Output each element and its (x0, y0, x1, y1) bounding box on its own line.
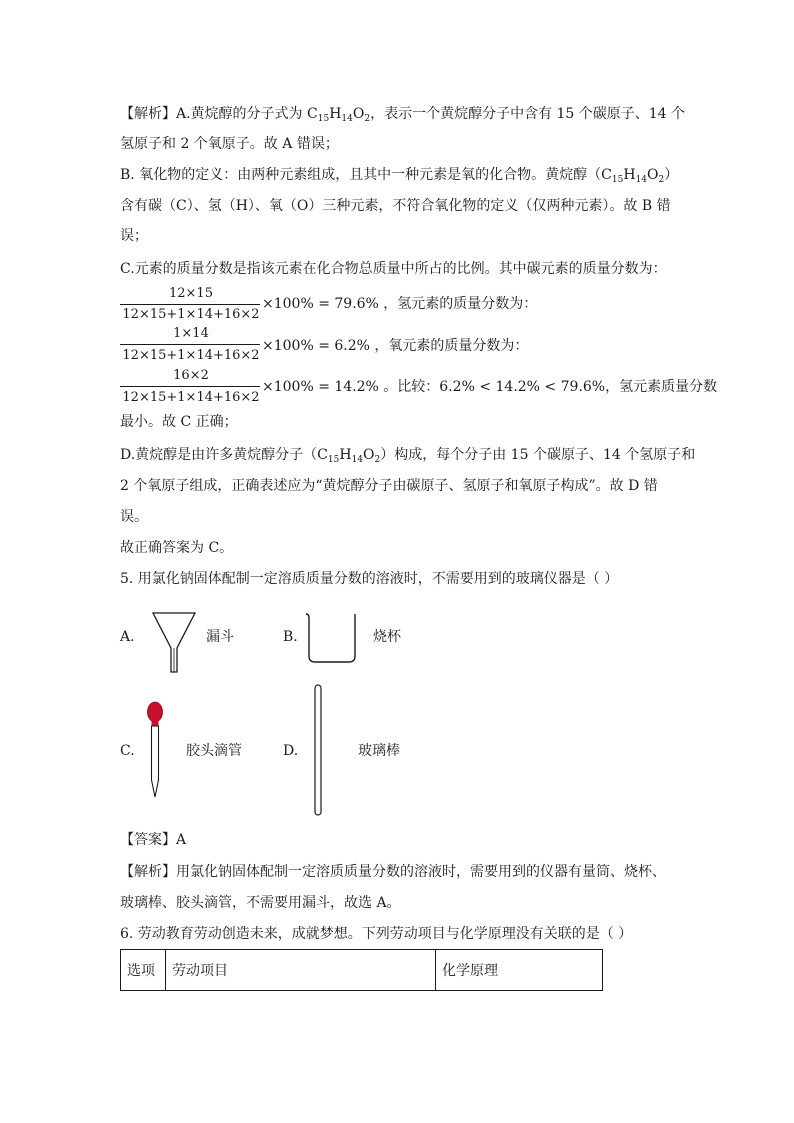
option-c-label: 胶头滴管 (186, 743, 242, 759)
fraction-1-result: ×100% = 79.6% ，氢元素的质量分数为： (262, 296, 538, 312)
analysis-d-line2: 2 个氧原子组成，正确表述应为“黄烷醇分子由碳原子、氢原子和氧原子构成”。故 D 错 (120, 478, 658, 494)
option-d-label: 玻璃棒 (358, 743, 400, 759)
options-table (120, 949, 603, 991)
text-segment: ） (664, 167, 679, 183)
answer-label: 【答案】A (120, 832, 187, 848)
element-symbol: O (647, 167, 659, 183)
subscript: 15 (611, 175, 624, 185)
table-header-cell: 化学原理 (436, 950, 603, 991)
text-segment: 【解析】A.黄烷醇的分子式为 C (120, 106, 318, 122)
option-d-letter: D. (283, 743, 299, 759)
text-segment: D.黄烷醇是由许多黄烷醇分子（C (120, 447, 328, 463)
table-header-row (121, 950, 603, 991)
element-symbol: O (363, 447, 375, 463)
question-5-analysis-line1: 【解析】用氯化钠固体配制一定溶质质量分数的溶液时，需要用到的仪器有量筒、烧杯、 (120, 864, 666, 880)
funnel-icon (150, 610, 200, 674)
fraction-3-result: ×100% = 14.2% 。比较：6.2% < 14.2% < 79.6%，氢元素质量分数 (262, 379, 718, 395)
element-symbol: H (623, 167, 636, 183)
option-a-label: 漏斗 (206, 629, 234, 645)
analysis-c-line1: C.元素的质量分数是指该元素在化合物总质量中所占的比例。其中碳元素的质量分数为： (120, 261, 667, 277)
question-6-stem: 6. 劳动教育劳动创造未来，成就梦想。下列劳动项目与化学原理没有关联的是（ ） (120, 926, 633, 942)
subscript: 14 (635, 175, 648, 185)
table-header-cell: 劳动项目 (166, 950, 436, 991)
analysis-b-line1 (120, 165, 678, 185)
table-header-cell: 选项 (121, 950, 166, 991)
question-5-analysis-line2: 玻璃棒、胶头滴管，不需要用漏斗，故选 A。 (120, 895, 401, 911)
fraction-1-denominator: 12×15+1×14+16×2 (122, 307, 260, 322)
subscript: 15 (317, 114, 330, 124)
fraction-1-numerator: 12×15 (169, 286, 213, 301)
option-a-letter: A. (120, 629, 135, 645)
text-segment: B. 氧化物的定义：由两种元素组成，且其中一种元素是氧的化合物。黄烷醇（C (120, 167, 612, 183)
question-5-stem: 5. 用氯化钠固体配制一定溶质质量分数的溶液时，不需要用到的玻璃仪器是（ ） (120, 571, 619, 587)
subscript: 14 (341, 114, 353, 124)
dropper-icon (142, 700, 168, 800)
option-b-letter: B. (283, 629, 298, 645)
analysis-d-line3: 误。 (120, 509, 148, 525)
analysis-b-line3: 误； (120, 228, 148, 244)
text-segment: ）构成，每个分子由 15 个碳原子、14 个氢原子和 (380, 447, 696, 463)
subscript: 2 (374, 455, 381, 465)
analysis-c-end: 最小。故 C 正确； (120, 414, 238, 430)
fraction-2-result: ×100% = 6.2% ，氧元素的质量分数为： (262, 338, 529, 354)
subscript: 14 (351, 455, 364, 465)
beaker-icon (302, 610, 362, 666)
fraction-2-denominator: 12×15+1×14+16×2 (122, 348, 260, 363)
element-symbol: H (329, 106, 342, 122)
fraction-3-numerator: 16×2 (173, 368, 209, 383)
subscript: 2 (658, 175, 665, 185)
analysis-b-line2: 含有碳（C）、氢（H）、氧（O）三种元素，不符合氧化物的定义（仅两种元素）。故 B 错 (120, 198, 671, 214)
analysis-a-line2: 氢原子和 2 个氧原子。故 A 错误； (120, 136, 339, 152)
option-b-label: 烧杯 (373, 629, 401, 645)
fraction-2-numerator: 1×14 (173, 326, 209, 341)
subscript: 2 (364, 114, 371, 124)
fraction-3-bar (120, 386, 260, 387)
analysis-a-line1 (120, 104, 685, 124)
final-answer: 故正确答案为 C。 (120, 540, 234, 556)
fraction-1-bar (120, 304, 260, 305)
glass-rod-icon (312, 684, 324, 816)
analysis-d-line1 (120, 445, 695, 465)
text-segment: ，表示一个黄烷醇分子中含有 15 个碳原子、14 个 (370, 106, 686, 122)
subscript: 15 (327, 455, 340, 465)
fraction-3-denominator: 12×15+1×14+16×2 (122, 390, 260, 405)
fraction-2-bar (120, 344, 260, 345)
element-symbol: H (339, 447, 352, 463)
element-symbol: O (352, 106, 365, 122)
option-c-letter: C. (120, 743, 135, 759)
